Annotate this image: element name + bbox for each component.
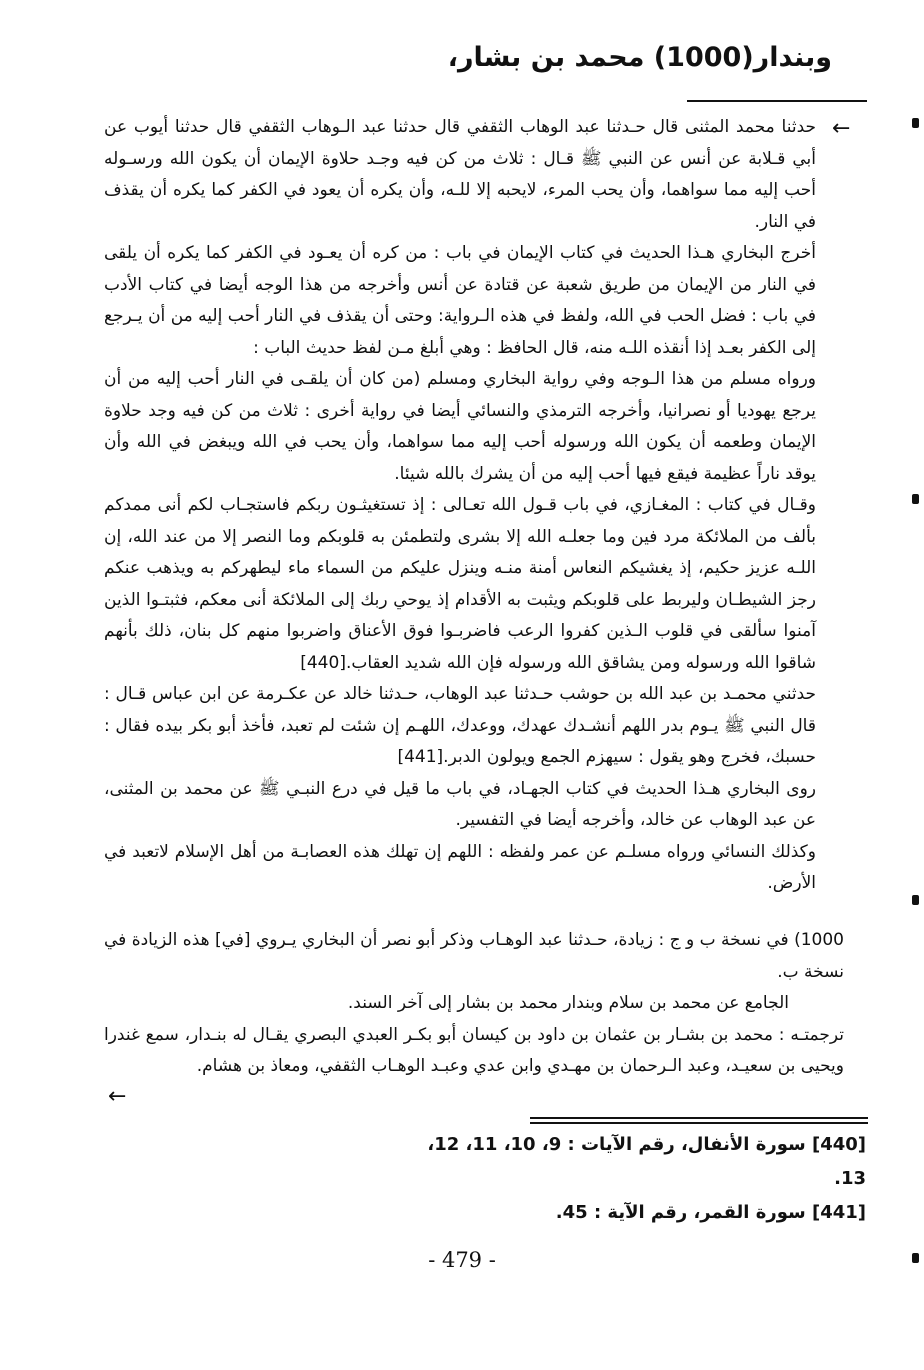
footnote <box>104 925 844 1083</box>
main-text <box>104 112 816 900</box>
margin-mark <box>912 494 919 504</box>
double-rule <box>530 1117 868 1124</box>
margin-mark <box>912 118 919 128</box>
paragraph-maghazi: وقـال في كتاب : المغـازي، في باب قـول الله تعـالى : إذ تستغيثـون ربكم فاستجـاب لكم أنى ممدكم بألف من الملائكة مرد فين وما جعلـه الله إلا بشرى ولتطمئن به قلوبكم وما النصر إلا من عند الله، إن اللـه عزيز حكيم، إذ يغشيكم النعاس أمنة منـه وينزل عليكم من السماء ماء ليطهركم به ويذهب عنكم رجز الشيطـان وليربط على قلوبكم ويثبت به الأقدام إذ يوحي ربك إلى الملائكة أنى معكم، فثبتـوا الذين آمنوا سألقى في قلوب الـذين كفروا الرعب فاضربـوا فوق الأعناق واضربوا منهم كل بنان، ذلك بأنهم شاقوا الله ورسوله ومن يشاقق الله ورسوله فإن الله شديد العقاب.[440] <box>104 495 816 673</box>
paragraph-nasai: وكذلك النسائي ورواه مسلـم عن عمر ولفظه : اللهم إن تهلك هذه العصابـة من أهل الإسلام لاتعبد في الأرض. <box>104 841 816 893</box>
margin-mark <box>912 1253 919 1263</box>
paragraph-muslim-takhrij: ورواه مسلم من هذا الـوجه وفي رواية البخاري ومسلم (من كان أن يلقـى في النار أحب إليه من أن يرجع يهوديا أو نصرانيا، وأخرجه الترمذي والنسائي أيضا في رواية أخرى : ثلاث من كن فيه وجد حلاوة الإيمان وطعمه أن يكون الله ورسوله أحب إليه مما سواهما، وأن يحب في الله ويبغض في الله وأن يوقد ناراً عظيمة فيقع فيها أحب إليه من أن يشرك بالله شيئا. <box>104 369 816 484</box>
paragraph-bukhari-takhrij: أخرج البخاري هـذا الحديث في كتاب الإيمان في باب : من كره أن يعـود في الكفر كما يكره أن يلقى في النار من الإيمان من طريق شعبة عن قتادة عن أنس وأخرجه من هذا الوجه أيضا في كتاب الأدب في باب : فضل الحب في الله، ولفظ في هذه الـرواية: وحتى أن يقذف في النار أحب إليه من أن يـرجع إلى الكفر بعـد إذا أنقذه اللـه منه، قال الحافظ : وهي أبلغ مـن لفظ حديث الباب : <box>104 243 816 358</box>
margin-mark <box>912 895 919 905</box>
footnote-line: 1000) في نسخة ب و ج : زيادة، حـدثنا عبد الوهـاب وذكر أبو نصر أن البخاري يـروي [في] هذه الزيادة في نسخة ب. <box>104 930 844 982</box>
paragraph-hadith-badr: حدثني محمـد بن عبد الله بن حوشب حـدثنا عبد الوهاب، حـدثنا خالد عن عكـرمة عن ابن عباس قـال : قال النبي ﷺ يـوم بدر اللهم أنشـدك عهدك، ووعدك، اللهـم إن شئت لم تعبد، فأخذ أبو بكر بيده فقال : حسبك، فخرج وهو يقول : سيهزم الجمع ويولون الدبر.[441] <box>104 684 816 767</box>
left-arrow-icon: ← <box>832 116 851 141</box>
reference-441: [441] سورة القمر، رقم الآية : 45. <box>555 1202 866 1223</box>
page-number: - 479 - <box>428 1248 496 1272</box>
running-header: وبندار(1000) محمد بن بشار، <box>447 42 832 73</box>
footnote-line: ترجمتـه : محمد بن بشـار بن عثمان بن داود بن كيسان أبو بكـر العبدي البصري يقـال له بنـدار، سمع غندرا ويحيى بن سعيـد، وعبد الـرحمان بن مهـدي وابن عدي وعبـد الوهـاب الثقفي، ومعاذ بن هشام. <box>104 1024 844 1076</box>
paragraph-bukhari-jihad: روى البخاري هـذا الحديث في كتاب الجهـاد، في باب ما قيل في درع النبـي ﷺ عن محمد بن المثنى، عن عبد الوهاب عن خالد، وأخرجه أيضا في التفسير. <box>104 778 816 830</box>
footnote-line: الجامع عن محمد بن سلام وبندار محمد بن بشار إلى آخر السند. <box>347 993 789 1013</box>
left-arrow-icon: ← <box>108 1084 127 1109</box>
verse-references <box>400 1128 866 1230</box>
header-rule <box>687 100 867 102</box>
reference-440: [440] سورة الأنفال، رقم الآيات : 9، 10، 11، 12، 13. <box>427 1134 866 1189</box>
paragraph-hadith: حدثنا محمد المثنى قال حـدثنا عبد الوهاب الثقفي قال حدثنا عبد الـوهاب الثقفي قال حدثنا أيوب عن أبي قـلابة عن أنس عن النبي ﷺ قـال : ثلاث من كن فيه وجـد حلاوة الإيمان أن يكون الله ورسـوله أحب إليه مما سواهما، وأن يحب المرء، لايحبه إلا للـه، وأن يكره أن يعود في الكفر كما يكره أن يقذف في النار. <box>104 117 816 232</box>
